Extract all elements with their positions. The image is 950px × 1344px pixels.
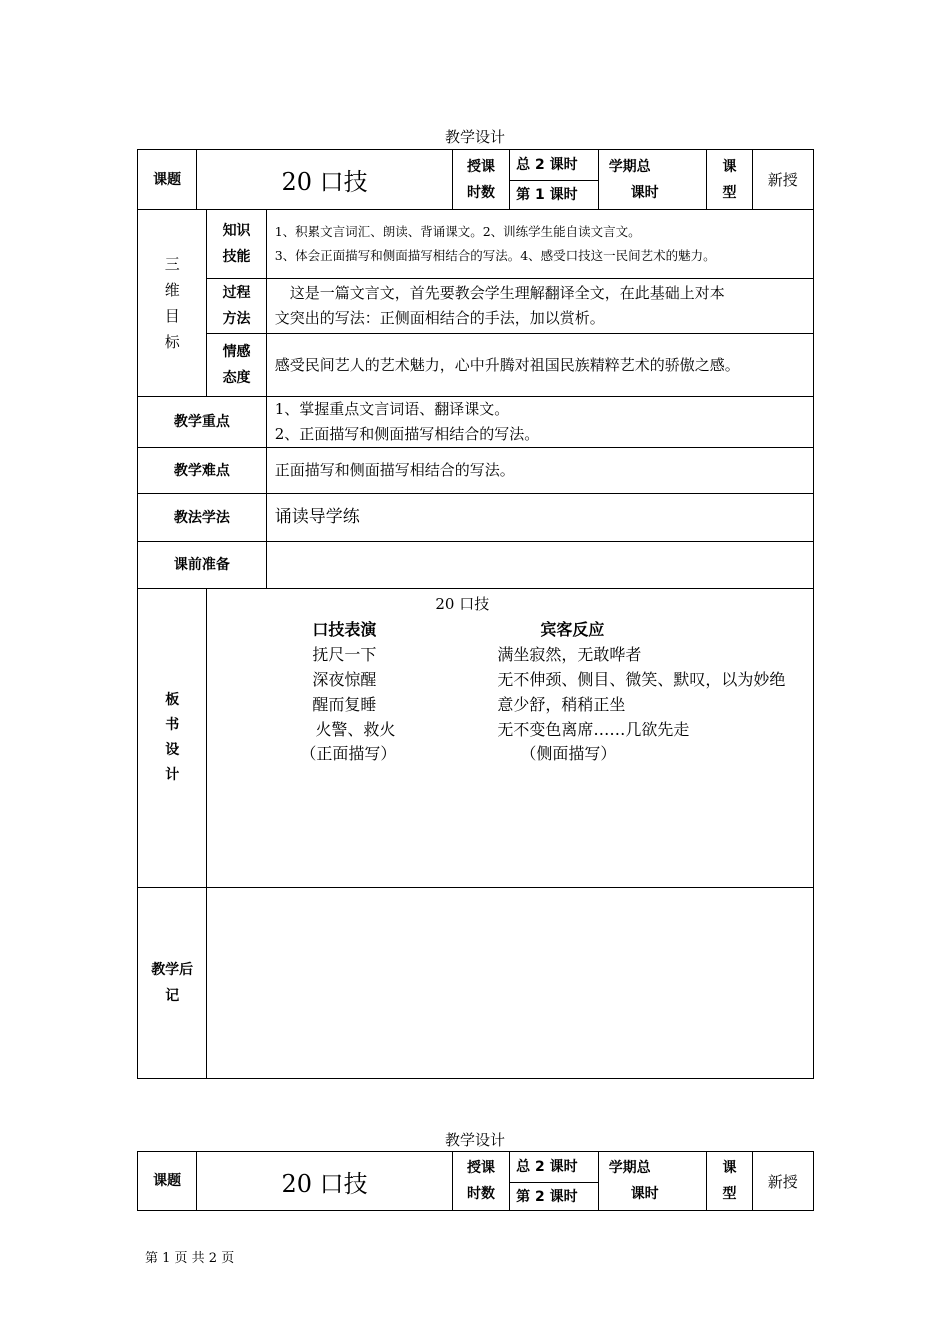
board-right-header: 宾客反应	[540, 620, 605, 639]
board-right-item: 意少舒，稍稍正坐	[497, 695, 626, 714]
process-label: 过程 方法	[207, 279, 266, 334]
current-hour: 第 2 课时	[510, 1183, 599, 1211]
postscript-content	[207, 888, 814, 1079]
total-hours: 总 2 课时	[510, 150, 599, 181]
knowledge-label: 知识 技能	[207, 210, 266, 279]
board-design-label: 板 书 设 计	[138, 589, 207, 888]
board-left-item: 火警、救火	[315, 720, 396, 739]
topic-label: 课题	[138, 1152, 197, 1211]
total-hours: 总 2 课时	[510, 1152, 599, 1183]
current-hour: 第 1 课时	[510, 181, 599, 210]
board-left-item: 深夜惊醒	[312, 670, 377, 689]
postscript-label: 教学后 记	[138, 888, 207, 1079]
emotion-label: 情感 态度	[207, 334, 266, 397]
process-text: 这是一篇文言文，首先要教会学生理解翻译全文，在此基础上对本 文突出的写法：正侧面相结合的手法，加以赏析。	[266, 279, 813, 334]
three-goals-label: 三 维 目 标	[138, 210, 207, 397]
knowledge-text: 1、积累文言词汇、朗读、背诵课文。2、训练学生能自读文言文。 3、体会正面描写和侧面描写相结合的写法。4、感受口技这一民间艺术的魅力。	[266, 210, 813, 279]
lesson-plan-table-2	[137, 1151, 814, 1211]
page-caption: 教学设计	[444, 128, 505, 146]
preparation-text	[266, 542, 813, 589]
lesson-type-value: 新授	[752, 150, 813, 210]
lesson-plan-table	[137, 149, 814, 1079]
key-points-text: 1、掌握重点文言词语、翻译课文。 2、正面描写和侧面描写相结合的写法。	[266, 397, 813, 448]
preparation-label: 课前准备	[138, 542, 267, 589]
term-hours-label: 学期总 课时	[598, 1152, 707, 1211]
emotion-text: 感受民间艺人的艺术魅力，心中升腾对祖国民族精粹艺术的骄傲之感。	[266, 334, 813, 397]
board-left-item: 醒而复睡	[312, 695, 377, 714]
methods-text: 诵读导学练	[266, 494, 813, 542]
board-left-note: （正面描写）	[300, 744, 397, 763]
topic-label: 课题	[138, 150, 197, 210]
topic-title: 20 口技	[197, 150, 453, 210]
lesson-type-label: 课 型	[707, 150, 752, 210]
key-points-label: 教学重点	[138, 397, 267, 448]
lesson-type-value: 新授	[752, 1152, 813, 1211]
board-right-item: 无不伸颈、侧目、微笑、默叹，以为妙绝	[497, 670, 786, 689]
topic-title: 20 口技	[197, 1152, 453, 1211]
board-right-item: 无不变色离席……几欲先走	[497, 720, 690, 739]
hours-label: 授课 时数	[452, 150, 509, 210]
difficult-points-label: 教学难点	[138, 448, 267, 494]
page2-caption: 教学设计	[444, 1131, 505, 1149]
page-footer: 第 1 页 共 2 页	[145, 1251, 235, 1266]
board-design-content	[207, 589, 814, 888]
term-hours-label: 学期总 课时	[598, 150, 707, 210]
difficult-points-text: 正面描写和侧面描写相结合的写法。	[266, 448, 813, 494]
board-right-note: （侧面描写）	[520, 744, 617, 763]
hours-label: 授课 时数	[452, 1152, 509, 1211]
methods-label: 教法学法	[138, 494, 267, 542]
board-left-header: 口技表演	[312, 620, 377, 639]
board-title: 20 口技	[435, 595, 490, 613]
board-left-item: 抚尺一下	[312, 645, 377, 664]
lesson-type-label: 课 型	[707, 1152, 752, 1211]
board-right-item: 满坐寂然，无敢哗者	[497, 645, 642, 664]
